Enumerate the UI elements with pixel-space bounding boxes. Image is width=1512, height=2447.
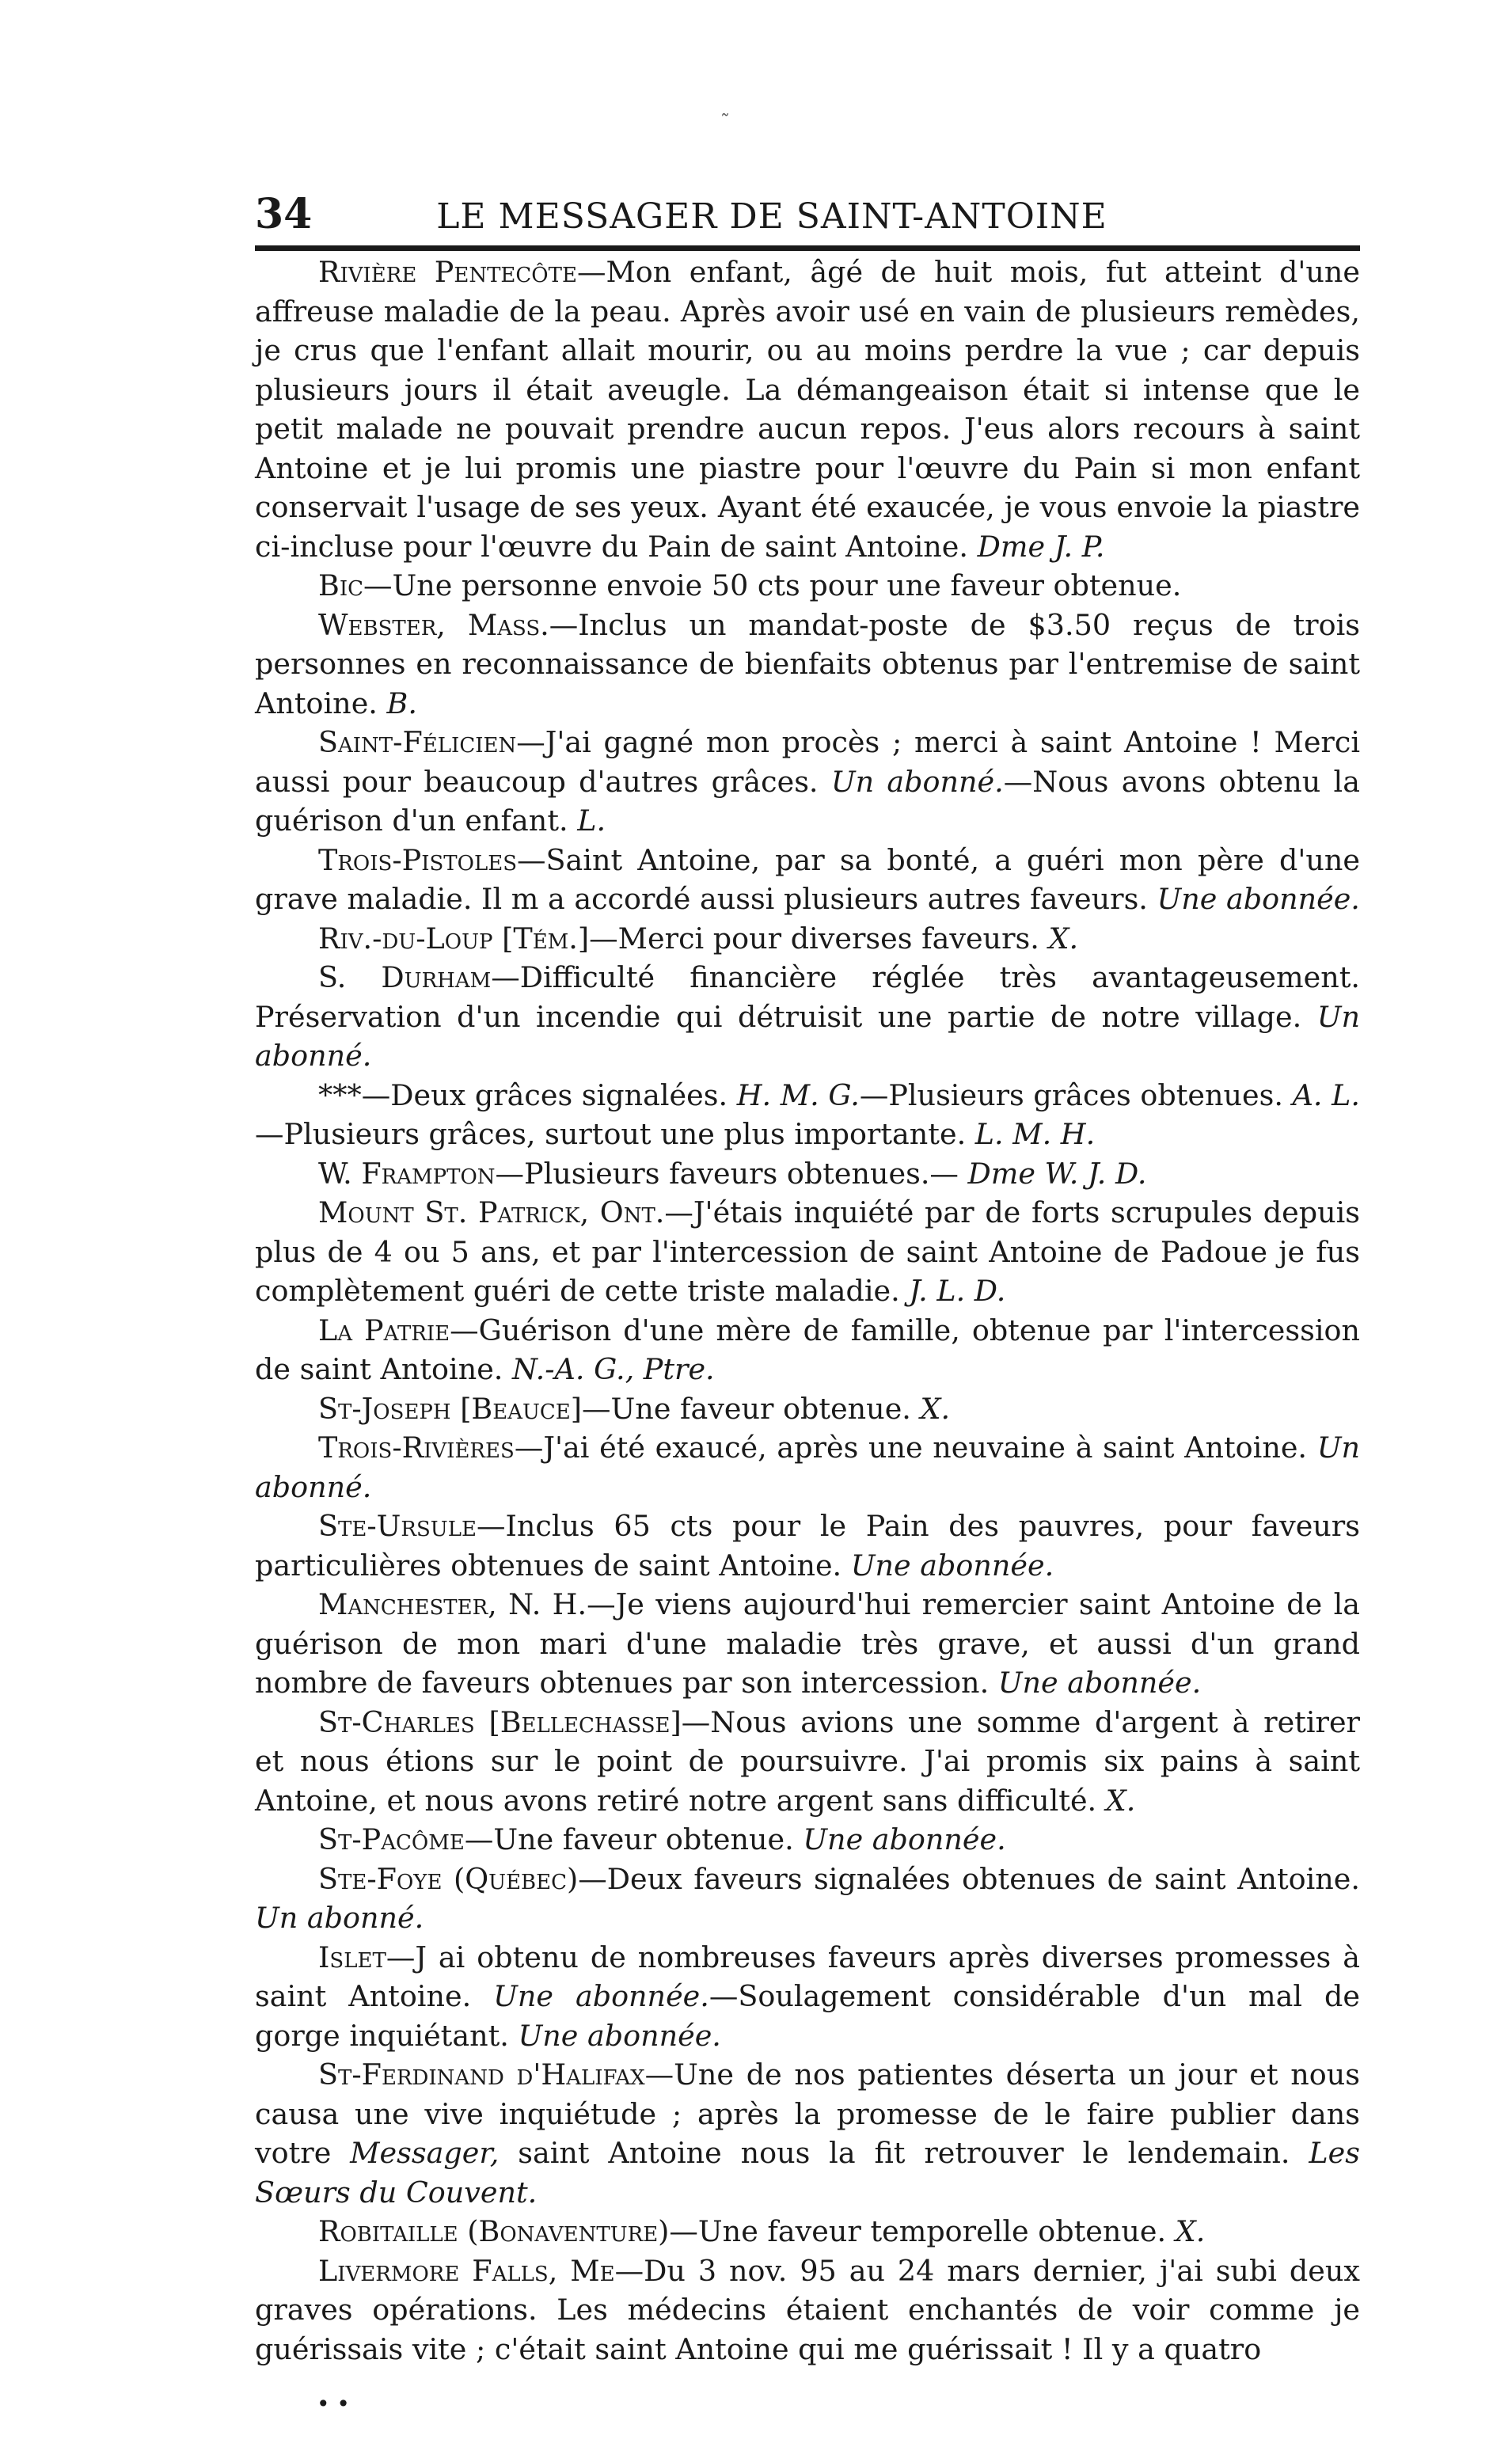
entry-signature: X. xyxy=(1105,1783,1136,1818)
entry-paragraph xyxy=(255,2251,1360,2369)
entry-paragraph xyxy=(255,1507,1360,1585)
entry-text: —Je viens aujourd'hui remercier saint Antoine de la guérison de mon mari d'une maladie très grave, et aussi d'un grand nombre de faveurs obtenues par son intercession. xyxy=(255,1587,1361,1700)
entry-text: —Inclus un mandat-poste de $3.50 reçus de trois personnes en reconnaissance de bienfaits obtenus par l'entremise de saint Antoine. xyxy=(255,607,1360,720)
entry-paragraph xyxy=(255,1389,1360,1429)
running-head: LE MESSAGER DE SAINT-ANTOINE xyxy=(436,196,1107,237)
entry-text: —Plusieurs grâces, surtout une plus importante. xyxy=(255,1117,967,1151)
header-rule xyxy=(255,245,1360,251)
entry-text: —Une faveur obtenue. xyxy=(464,1822,794,1856)
entry-text: —Deux faveurs signalées obtenues de saint Antoine. xyxy=(578,1861,1360,1896)
entry-text: —Une de nos patientes déserta un jour et nous causa une vive inquiétude ; après la promesse de le faire publier dans votre xyxy=(255,2058,1360,2170)
entry-signature: Une abonnée. xyxy=(997,1666,1202,1700)
entry-signature: Une abonnée. xyxy=(493,1979,709,2013)
entry-text: —J ai obtenu de nombreuses faveurs après diverses promesses à saint Antoine. xyxy=(255,1940,1360,2013)
entry-text: —J'ai gagné mon procès ; merci à saint Antoine ! Merci aussi pour beaucoup d'autres grâces. xyxy=(255,725,1360,799)
entry-paragraph xyxy=(255,606,1360,724)
entry-text: —Mon enfant, âgé de huit mois, fut atteint d'une affreuse maladie de la peau. Après avoir usé en vain de plusieurs remèdes, je crus que l'enfant allait mourir, ou au moins perdre la vue ; car depuis plusieurs jours il était aveugle. La démangeaison était si intense que le petit malade ne pouvait prendre aucun repos. J'eus alors recours à saint Antoine et je lui promis une piastre pour l'œuvre du Pain si mon enfant conservait l'usage de ses yeux. Ayant été exaucée, je vous envoie la piastre ci-incluse pour l'œuvre du Pain de saint Antoine. xyxy=(255,255,1361,564)
entry-paragraph xyxy=(255,958,1360,1076)
entry-signature: L. xyxy=(577,804,606,838)
entry-place: La Patrie xyxy=(318,1313,450,1347)
entry-paragraph xyxy=(255,253,1360,566)
body-text xyxy=(255,253,1360,2369)
entry-place: S. Durham xyxy=(318,960,492,994)
entry-paragraph xyxy=(255,1820,1360,1860)
page-header xyxy=(255,190,1360,241)
entry-signature: Une abonnée. xyxy=(518,2018,721,2053)
entry-place: Saint-Félicien xyxy=(318,725,517,759)
stray-mark: ˜ xyxy=(720,111,730,133)
entry-place: Livermore Falls, Me xyxy=(318,2253,615,2288)
entry-paragraph xyxy=(255,723,1360,841)
entry-place: W. Frampton xyxy=(318,1156,496,1191)
entry-place: Riv.-du-Loup [Tém.] xyxy=(318,921,590,956)
entry-place: St-Joseph [Beauce] xyxy=(318,1391,583,1426)
entry-signature: X. xyxy=(1048,921,1079,956)
entry-paragraph xyxy=(255,1938,1360,2056)
entry-paragraph xyxy=(255,919,1360,959)
entry-signature: X. xyxy=(920,1391,951,1426)
entry-place: Robitaille (Bonaventure) xyxy=(318,2214,670,2248)
entry-signature: Une abonnée. xyxy=(1157,882,1360,916)
entry-text: —Nous avions une somme d'argent à retirer et nous étions sur le point de poursuivre. J'ai promis six pains à saint Antoine, et nous avons retiré notre argent sans difficulté. xyxy=(255,1704,1361,1818)
entry-place: Rivière Pentecôte xyxy=(318,255,577,289)
entry-signature: Un abonné. xyxy=(830,764,1004,799)
entry-place: Mount St. Patrick, Ont. xyxy=(318,1195,665,1229)
entry-paragraph xyxy=(255,2055,1360,2212)
entry-signature: Une abonnée. xyxy=(850,1548,1054,1583)
entry-signature: X. xyxy=(1175,2214,1206,2248)
entry-paragraph xyxy=(255,1703,1360,1821)
entry-text: —Saint Antoine, par sa bonté, a guéri mon père d'une grave maladie. Il m a accordé aussi plusieurs autres faveurs. xyxy=(255,842,1360,916)
entry-signature: L. M. H. xyxy=(974,1117,1096,1151)
entry-text: —Plusieurs grâces obtenues. xyxy=(859,1077,1283,1112)
entry-paragraph xyxy=(255,566,1360,606)
entry-text: —Inclus 65 cts pour le Pain des pauvres, pour faveurs particulières obtenues de saint Antoine. xyxy=(255,1509,1360,1583)
entry-place: St-Pacôme xyxy=(318,1822,465,1856)
entry-paragraph xyxy=(255,1311,1360,1389)
entry-text: —Une personne envoie 50 cts pour une faveur obtenue. xyxy=(363,568,1182,602)
entry-paragraph xyxy=(255,1076,1360,1154)
entry-text: —Du 3 nov. 95 au 24 mars dernier, j'ai subi deux graves opérations. Les médecins étaient enchantés de voir comme je guérissais vite ; c'était saint Antoine qui me guérissait ! Il y a quatro xyxy=(255,2253,1360,2366)
entry-place: Islet xyxy=(318,1940,386,1974)
entry-place: Manchester, N. H. xyxy=(318,1587,587,1621)
entry-paragraph xyxy=(255,2212,1360,2251)
entry-text: —Plusieurs faveurs obtenues.— xyxy=(495,1156,959,1191)
entry-italic: Messager, xyxy=(350,2136,500,2170)
entry-place: Ste-Ursule xyxy=(318,1509,477,1543)
entry-paragraph xyxy=(255,841,1360,919)
entry-place: St-Ferdinand d'Halifax xyxy=(318,2058,645,2092)
entry-text: —Une faveur obtenue. xyxy=(582,1391,911,1426)
entry-signature: Un abonné. xyxy=(255,999,1360,1073)
footer-mark: • • xyxy=(317,2391,350,2417)
entry-paragraph xyxy=(255,1585,1360,1703)
entry-signature: Une abonnée. xyxy=(803,1822,1006,1856)
entry-place: *** xyxy=(318,1077,362,1112)
entry-text: —J'ai été exaucé, après une neuvaine à saint Antoine. xyxy=(514,1431,1308,1465)
entry-signature: Dme W. J. D. xyxy=(967,1156,1147,1191)
entry-text: —Difficulté financière réglée très avantageusement. Préservation d'un incendie qui détruisit une partie de notre village. xyxy=(255,960,1360,1034)
entry-signature: H. M. G. xyxy=(736,1077,860,1112)
entry-place: Webster, Mass. xyxy=(318,607,549,642)
entry-text: —Soulagement considérable d'un mal de gorge inquiétant. xyxy=(255,1979,1360,2053)
entry-signature: A. L. xyxy=(1292,1077,1361,1112)
entry-signature: Les Sœurs du Couvent. xyxy=(255,2136,1360,2210)
entry-place: Trois-Rivières xyxy=(318,1431,515,1465)
entry-place: Ste-Foye (Québec) xyxy=(318,1861,579,1896)
entry-text: —Deux grâces signalées. xyxy=(361,1077,728,1112)
entry-signature: J. L. D. xyxy=(909,1274,1006,1308)
entry-paragraph xyxy=(255,1860,1360,1938)
entry-signature: Dme J. P. xyxy=(977,529,1105,564)
entry-text: —Merci pour diverses faveurs. xyxy=(589,921,1039,956)
entry-text: —J'étais inquiété par de forts scrupules depuis plus de 4 ou 5 ans, et par l'intercession de saint Antoine de Padoue je fus complètement guéri de cette triste maladie. xyxy=(255,1195,1360,1308)
entry-paragraph xyxy=(255,1428,1360,1507)
page xyxy=(255,190,1360,2369)
entry-place: Bic xyxy=(318,568,363,602)
page-number: 34 xyxy=(255,190,313,238)
entry-text-after: saint Antoine nous la fit retrouver le lendemain. xyxy=(499,2136,1290,2170)
entry-text: —Une faveur temporelle obtenue. xyxy=(669,2214,1167,2248)
entry-signature: Un abonné. xyxy=(255,1901,424,1935)
entry-place: St-Charles [Bellechasse] xyxy=(318,1704,682,1739)
entry-place: Trois-Pistoles xyxy=(318,842,518,877)
entry-signature: Un abonné. xyxy=(255,1431,1360,1504)
entry-paragraph xyxy=(255,1154,1360,1194)
entry-signature: B. xyxy=(386,686,417,720)
entry-text: —Nous avons obtenu la guérison d'un enfant. xyxy=(255,764,1360,838)
entry-signature: N.-A. G., Ptre. xyxy=(512,1352,715,1386)
entry-paragraph xyxy=(255,1193,1360,1311)
entry-text: —Guérison d'une mère de famille, obtenue par l'intercession de saint Antoine. xyxy=(255,1313,1360,1386)
